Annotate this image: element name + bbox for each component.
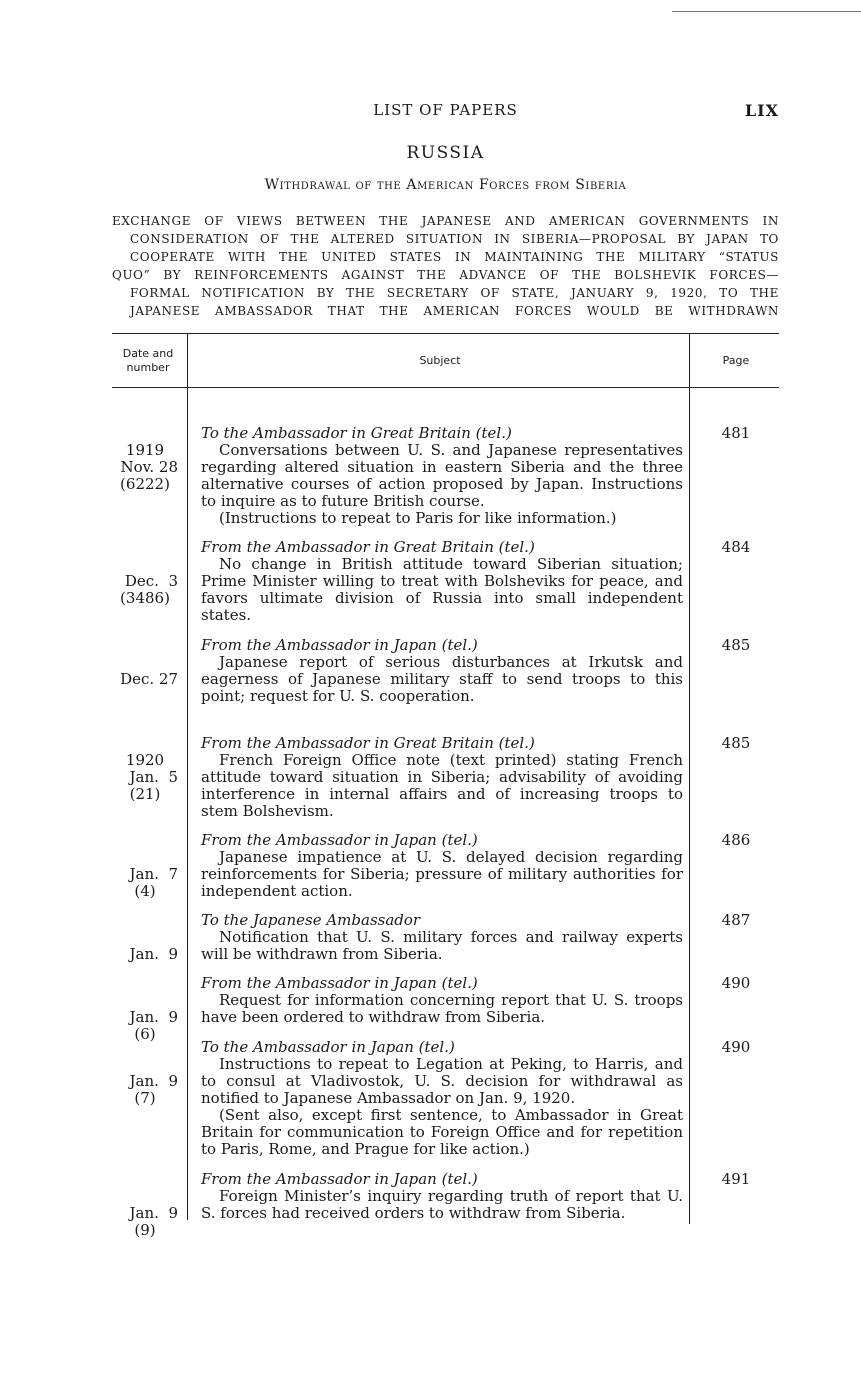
entry-date (112, 1171, 178, 1273)
entry-page: 491 (721, 1170, 751, 1188)
entry-subject (201, 637, 683, 705)
column-header-date (112, 347, 184, 375)
entry-year: 1919 (125, 441, 165, 459)
entry-number: (4) (134, 882, 156, 900)
column-header-subject: Subject (419, 354, 461, 367)
entry-page: 481 (721, 424, 751, 442)
page-number: LIX (744, 101, 779, 120)
entry-year: 1920 (125, 751, 165, 769)
column-rule-right (689, 333, 690, 1224)
entry-date-text: Dec. 27 (120, 670, 178, 688)
running-title: LIST OF PAPERS (373, 101, 518, 119)
entry-page: 486 (721, 831, 751, 849)
entry-heading: From the Ambassador in Great Britain (tel.) (201, 734, 535, 752)
entry-subject (201, 1039, 683, 1158)
entry-page: 490 (721, 1038, 751, 1056)
entry-body: Instructions to repeat to Legation at Peking, to Harris, and to consul at Vladivostok, U. S. decision for withdrawal as notified to Japanese Ambassador on Jan. 9, 1920. (201, 1055, 683, 1107)
entry-body: Foreign Minister’s inquiry regarding truth of report that U. S. forces had received orders to withdraw from Siberia. (201, 1187, 683, 1222)
entry-heading: To the Ambassador in Japan (tel.) (201, 1038, 455, 1056)
summary-line: JAPANESE AMBASSADOR THAT THE AMERICAN FORCES WOULD BE WITHDRAWN (130, 304, 779, 318)
entry-number: (3486) (120, 589, 170, 607)
entry-date-text: Jan. 9 (129, 1204, 178, 1222)
entry-heading: From the Ambassador in Great Britain (tel.) (201, 538, 535, 556)
summary-paragraph (112, 212, 779, 320)
entry-body: Japanese report of serious disturbances at Irkutsk and eagerness of Japanese military staff to send troops to this point; request for U. S. cooperation. (201, 653, 683, 705)
entry-date-text: Jan. 9 (129, 1008, 178, 1026)
entry-date-text: Jan. 9 (129, 1072, 178, 1090)
column-header-page: Page (722, 354, 750, 367)
column-header-date-line1: Date and (122, 347, 174, 360)
entry-note: (Instructions to repeat to Paris for like information.) (219, 509, 617, 527)
entry-number: (9) (134, 1221, 156, 1239)
entry-note: (Sent also, except first sentence, to Ambassador in Great Britain for communication to Foreign Office and for repetition to Paris, Rome, and Prague for like action.) (201, 1106, 683, 1158)
table-top-rule (112, 333, 779, 334)
entry-subject (201, 735, 683, 820)
entry-subject (201, 832, 683, 900)
summary-line: EXCHANGE OF VIEWS BETWEEN THE JAPANESE AND AMERICAN GOVERNMENTS IN (112, 214, 779, 228)
entry-date-text: Jan. 7 (129, 865, 178, 883)
entry-date-text: Jan. 5 (129, 768, 178, 786)
entry-date (112, 718, 178, 837)
summary-line: QUO” BY REINFORCEMENTS AGAINST THE ADVANCE OF THE BOLSHEVIK FORCES— (112, 268, 779, 282)
column-rule-left (187, 333, 188, 1220)
entry-page: 485 (721, 636, 751, 654)
entry-date-text: Nov. 28 (120, 458, 178, 476)
entry-body: No change in British attitude toward Siberian situation; Prime Minister willing to treat with Bolsheviks for peace, and favors ultimate division of Russia into small independent states. (201, 555, 683, 624)
summary-line: FORMAL NOTIFICATION BY THE SECRETARY OF STATE, JANUARY 9, 1920, TO THE (130, 286, 779, 300)
entry-date (112, 408, 178, 527)
subsection-title: Withdrawal of the American Forces from Siberia (264, 177, 627, 193)
summary-line: COOPERATE WITH THE UNITED STATES IN MAINTAINING THE MILITARY “STATUS (130, 250, 779, 264)
entry-number: (6) (134, 1025, 156, 1043)
entry-date-text: Dec. 3 (124, 572, 178, 590)
section-title: RUSSIA (406, 143, 485, 163)
entry-body: Request for information concerning report that U. S. troops have been ordered to withdraw from Siberia. (201, 991, 683, 1026)
entry-heading: From the Ambassador in Japan (tel.) (201, 831, 478, 849)
entry-body: French Foreign Office note (text printed) stating French attitude toward situation in Siberia; advisability of avoiding interference in internal affairs and of increasing troops to stem Bolshevism. (201, 751, 683, 820)
corner-rule (672, 11, 861, 12)
entry-subject (201, 1171, 683, 1222)
entry-page: 487 (721, 911, 751, 929)
entry-number: (7) (134, 1089, 156, 1107)
entry-number: (21) (129, 785, 161, 803)
entry-body: Japanese impatience at U. S. delayed decision regarding reinforcements for Siberia; pressure of military authorities for independent action. (201, 848, 683, 900)
entry-subject (201, 425, 683, 527)
entry-page: 484 (721, 538, 751, 556)
entry-heading: From the Ambassador in Japan (tel.) (201, 1170, 478, 1188)
entry-heading: From the Ambassador in Japan (tel.) (201, 636, 478, 654)
entry-body: Conversations between U. S. and Japanese representatives regarding altered situation in eastern Siberia and the three alternative courses of action proposed by Japan. Instructions to inquire as to future British course. (201, 441, 683, 510)
summary-line: CONSIDERATION OF THE ALTERED SITUATION IN SIBERIA—PROPOSAL BY JAPAN TO (130, 232, 779, 246)
entry-page: 490 (721, 974, 751, 992)
entry-heading: To the Ambassador in Great Britain (tel.) (201, 424, 512, 442)
entry-date (112, 1039, 178, 1141)
column-header-date-line2: number (126, 361, 170, 374)
entry-subject (201, 912, 683, 963)
entry-date (112, 637, 178, 722)
entry-page: 485 (721, 734, 751, 752)
entry-subject (201, 975, 683, 1026)
entry-heading: From the Ambassador in Japan (tel.) (201, 974, 478, 992)
entry-subject (201, 539, 683, 624)
table-header-rule (112, 387, 779, 388)
entry-date-text: Jan. 9 (129, 945, 178, 963)
entry-number: (6222) (120, 475, 170, 493)
entry-date (112, 539, 178, 641)
entry-body: Notification that U. S. military forces and railway experts will be withdrawn from Siberia. (201, 928, 683, 963)
entry-heading: To the Japanese Ambassador (201, 911, 421, 929)
running-head (112, 101, 779, 123)
